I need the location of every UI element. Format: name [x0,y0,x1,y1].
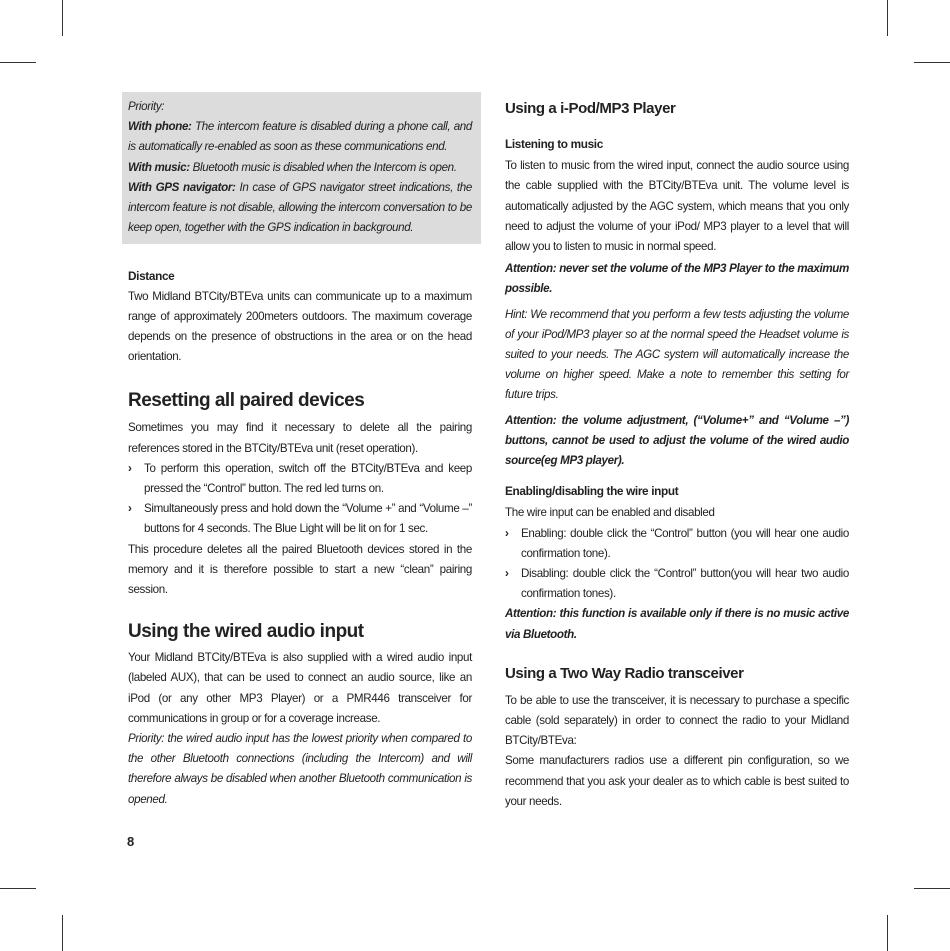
crop-mark-bottom-right-h [914,888,950,889]
enable-intro: The wire input can be enabled and disabled [505,506,715,520]
wired-body: Your Midland BTCity/BTEva is also supplied with a wired audio input (labeled AUX), that can be used to connect an audio source, like an iPod (or any other MP3 Player) or a PMR446 transceiver for communications in group or for a coverage increase. [128,651,472,725]
priority-gps-label: With GPS navigator: [128,180,236,194]
reset-step-text: Simultaneously press and hold down the “Volume +” and “Volume –” buttons for 4 seconds. The Blue Light will be lit on for 1 sec. [144,502,472,536]
reset-step-item [128,459,472,499]
enable-heading: Enabling/disabling the wire input [505,484,679,499]
radio-body-1: To be able to use the transceiver, it is necessary to purchase a specific cable (sold separately) in order to connect the radio to your Midland BTCity/BTEva: [505,693,849,748]
priority-phone-text: The intercom feature is disabled during a phone call, and is automatically re-enabled as soon as these communications end. [128,120,472,154]
crop-mark-bottom-left-h [0,888,36,889]
left-column [128,92,472,810]
crop-mark-top-left-h [0,62,36,63]
priority-music [128,158,472,178]
enable-step-item [505,524,849,564]
priority-note-box [122,92,481,244]
reset-steps-list [128,459,472,540]
crop-mark-bottom-right-v [887,915,888,951]
crop-mark-top-left-v [62,0,63,36]
right-column [505,98,849,812]
reset-step-text: To perform this operation, switch off the BTCity/BTEva and keep pressed the “Control” button. The red led turns on. [144,461,472,496]
reset-intro: Sometimes you may find it necessary to delete all the pairing references stored in the BTCity/BTEva unit (reset operation). [128,421,472,455]
wired-priority-note: Priority: the wired audio input has the lowest priority when compared to the other Bluetooth connections (including the Intercom) and will therefore always be disabled when another Bluetooth communication is opened. [128,732,472,806]
priority-gps-text: In case of GPS navigator street indications, the intercom feature is not disable, allowing the intercom conversation to be keep open, together with the GPS indication in background. [128,180,472,235]
reset-heading: Resetting all paired devices [128,390,365,412]
crop-mark-bottom-left-v [62,915,63,951]
ipod-heading: Using a i-Pod/MP3 Player [505,100,676,117]
reset-outro: This procedure deletes all the paired Bluetooth devices stored in the memory and it is therefore possible to start a new “clean” pairing session. [128,542,472,597]
enable-step-item [505,564,849,604]
bullet-marker: › [128,502,132,516]
distance-heading: Distance [128,269,175,284]
enable-steps-list [505,524,849,605]
attention-volume-buttons: Attention: the volume adjustment, (“Volume+” and “Volume –”) buttons, cannot be used to adjust the volume of the wired audio source(eg MP3 player). [505,413,849,468]
priority-heading: Priority: [128,100,165,113]
priority-gps [128,178,472,239]
crop-mark-top-right-h [914,62,950,63]
listening-heading: Listening to music [505,137,603,151]
priority-music-label: With music: [128,160,190,174]
crop-mark-top-right-v [887,0,888,36]
enable-step-text: Enabling: double click the “Control” button (you will hear one audio confirmation tone). [521,526,849,560]
listening-body: To listen to music from the wired input, connect the audio source using the cable supplied with the BTCity/BTEva unit. The volume level is automatically adjusted by the AGC system, which means that you only need to adjust the volume of your iPod/ MP3 player to a level that will allow you to listen to music in normal speed. [505,159,849,254]
priority-phone [128,117,472,157]
radio-body-2: Some manufacturers radios use a different pin configuration, so we recommend that you ask your dealer as to which cable is best suited to your needs. [505,754,849,808]
attention-bluetooth-music: Attention: this function is available only if there is no music active via Bluetooth. [505,607,849,641]
radio-heading: Using a Two Way Radio transceiver [505,664,744,682]
wired-heading: Using the wired audio input [128,621,364,643]
priority-music-text: Bluetooth music is disabled when the Intercom is open. [189,160,457,174]
page-number: 8 [127,834,135,849]
distance-body: Two Midland BTCity/BTEva units can communicate up to a maximum range of approximately 200meters outdoors. The maximum coverage depends on the presence of obstructions in the area or on the head orientation. [128,289,472,364]
hint-text: Hint: We recommend that you perform a few tests adjusting the volume of your iPod/MP3 player so at the normal speed the Headset volume is suited to your needs. The AGC system will automatically increase the volume on higher speed. Make a note to remember this setting for future trips. [505,307,849,402]
attention-max-volume: Attention: never set the volume of the MP3 Player to the maximum possible. [505,262,849,296]
bullet-marker: › [505,567,509,581]
reset-step-item [128,499,472,539]
priority-phone-label: With phone: [128,120,192,134]
bullet-marker: › [505,526,509,540]
bullet-marker: › [128,461,132,475]
enable-step-text: Disabling: double click the “Control” button(you will hear two audio confirmation tones). [521,567,849,601]
